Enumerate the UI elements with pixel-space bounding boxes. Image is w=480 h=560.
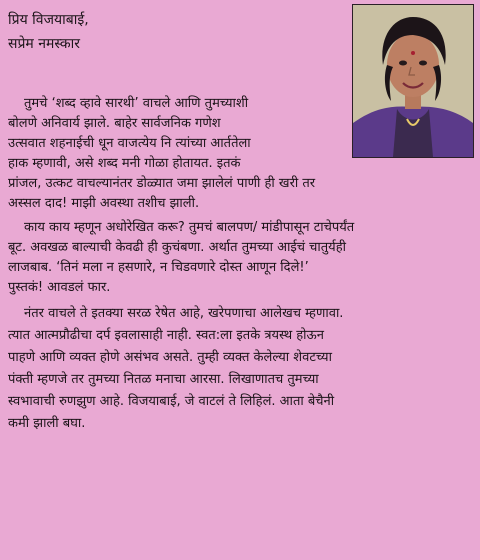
- letter-line: तुमचे ‘शब्द व्हावे सारथी’ वाचले आणि तुमच्याशी: [24, 96, 249, 111]
- letter-line: स्वभावाची रुणझुण आहे. विजयाबाई, जे वाटलं ते लिहिलं. आता बेचैनी: [8, 394, 335, 409]
- letter-line: कमी झाली बघा.: [8, 416, 86, 431]
- letter-line: पुस्तकं! आवडलं फार.: [8, 280, 111, 295]
- letter-line: बूट. अवखळ बाल्याची केवढी ही कुचंबणा. अर्थात तुमच्या आईचं चातुर्यही: [8, 240, 346, 255]
- letter-line: अस्सल दाद! माझी अवस्था तशीच झाली.: [8, 196, 200, 211]
- letter-line: त्यात आत्मप्रौढीचा दर्प इवलासाही नाही. स्वत:ला इतके त्रयस्थ होऊन: [8, 328, 324, 343]
- letter-salutation: सप्रेम नमस्कार: [8, 36, 80, 52]
- letter-line: पाहणे आणि व्यक्त होणे असंभव असते. तुम्ही व्यक्त केलेल्या शेवटच्या: [8, 350, 332, 365]
- author-photo: [352, 4, 474, 158]
- portrait-image: [353, 5, 473, 157]
- letter-line: लाजबाब. ‘तिनं मला न हसणारे, न चिडवणारे दोस्त आणून दिले!’: [8, 260, 309, 275]
- letter-line: काय काय म्हणून अधोरेखित करू? तुमचं बालपण/ मांडीपासून टाचेपर्यंत: [24, 220, 355, 235]
- letter-line: हाक म्हणावी, असे शब्द मनी गोळा होतायत. इतकं: [8, 156, 241, 171]
- letter-line: पंक्ती म्हणजे तर तुमच्या नितळ मनाचा आरसा. लिखाणातच तुमच्या: [8, 372, 319, 387]
- letter-line: नंतर वाचले ते इतक्या सरळ रेषेत आहे, खरेपणाचा आलेखच म्हणावा.: [24, 306, 344, 321]
- letter-greeting: प्रिय विजयाबाई,: [8, 12, 89, 28]
- letter-line: प्रांजल, उत्कट वाचल्यानंतर डोळ्यात जमा झालेलं पाणी ही खरी तर: [8, 176, 316, 191]
- letter-line: उत्सवात शहनाईची धून वाजत्येय नि त्यांच्या आर्ततेला: [8, 136, 251, 151]
- letter-line: बोलणे अनिवार्य झाले. बाहेर सार्वजनिक गणेश: [8, 116, 221, 131]
